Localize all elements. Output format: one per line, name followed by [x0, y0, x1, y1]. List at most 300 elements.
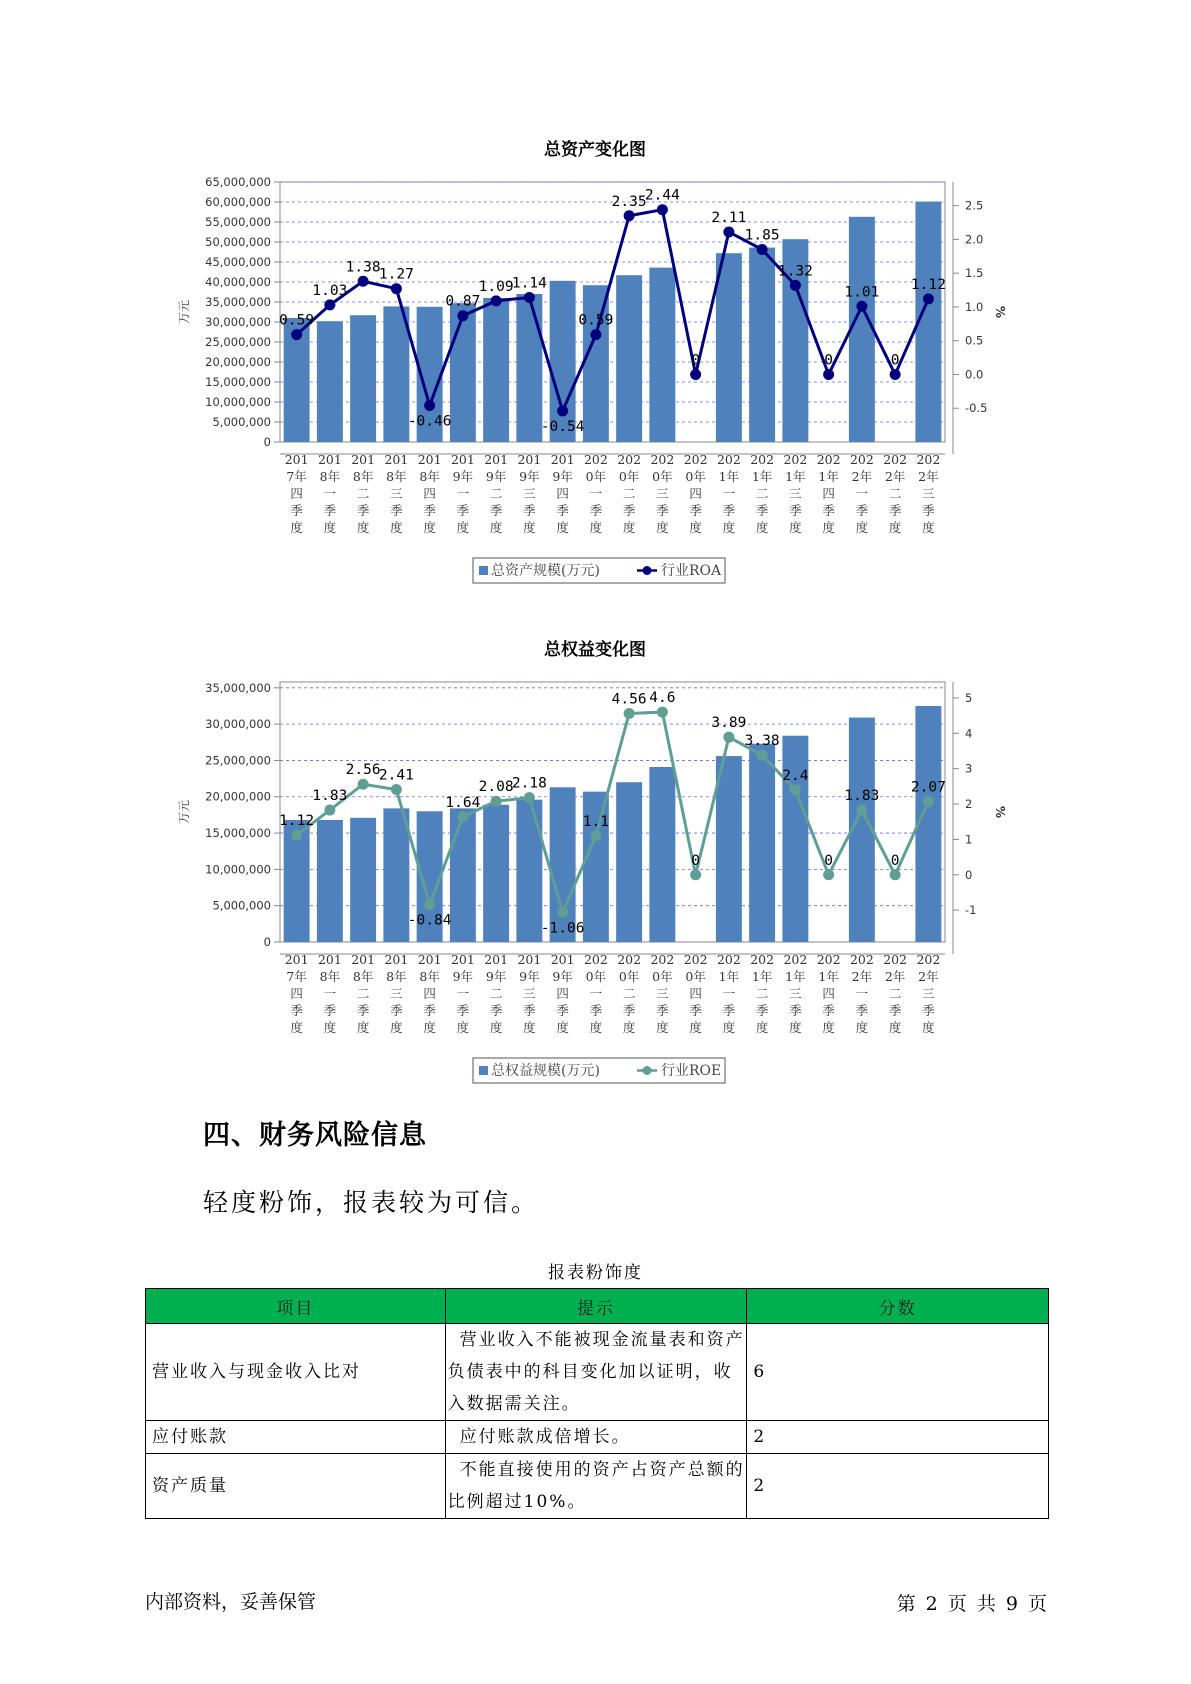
x-tick-label: 季: [456, 1003, 470, 1018]
x-tick-label: 季: [855, 503, 869, 518]
section-heading: 四、财务风险信息: [203, 1120, 427, 1151]
x-tick-label: 季: [390, 1003, 403, 1018]
bar: [782, 736, 808, 942]
table-row: [146, 1454, 1049, 1519]
x-tick-label: 1年: [785, 969, 806, 984]
line-data-label: 2.35: [611, 193, 647, 210]
x-tick-label: 度: [523, 1020, 536, 1035]
bar: [317, 321, 343, 442]
x-tick-label: 季: [356, 503, 370, 518]
x-tick-label: 度: [589, 520, 603, 535]
y-left-tick-label: 0: [263, 935, 271, 949]
x-tick-label: 一: [323, 986, 337, 1001]
x-tick-label: 度: [855, 1020, 869, 1035]
legend-bar-swatch: [479, 1066, 488, 1075]
line-point: [358, 276, 369, 287]
x-tick-label: 202: [816, 452, 841, 467]
y-left-tick-label: 10,000,000: [205, 862, 271, 877]
x-tick-label: 一: [855, 486, 869, 501]
x-tick-label: 一: [589, 986, 603, 1001]
x-tick-label: 一: [855, 986, 869, 1001]
x-tick-label: 季: [456, 503, 470, 518]
x-tick-label: 0年: [652, 969, 673, 984]
x-tick-label: 季: [423, 503, 436, 518]
x-tick-label: 三: [789, 986, 802, 1001]
y-left-axis-label: 万元: [177, 799, 191, 825]
x-tick-label: 度: [622, 520, 636, 535]
x-tick-label: 季: [589, 503, 603, 518]
x-tick-label: 一: [589, 486, 603, 501]
x-tick-label: 度: [722, 1020, 736, 1035]
x-tick-label: 度: [390, 520, 403, 535]
bar: [583, 285, 609, 442]
x-tick-label: 三: [922, 986, 935, 1001]
line-point: [524, 792, 535, 803]
bar: [516, 294, 542, 442]
x-tick-label: 四: [822, 986, 835, 1001]
x-tick-label: 季: [755, 503, 769, 518]
x-tick-label: 202: [716, 452, 741, 467]
table-cell-item: 营业收入与现金收入比对: [146, 1324, 446, 1421]
bar: [317, 820, 343, 942]
line-point: [890, 869, 901, 880]
table-cell-hint: 营业收入不能被现金流量表和资产负债表中的科目变化加以证明，收入数据需关注。: [445, 1324, 747, 1421]
x-tick-label: 9年: [519, 469, 540, 484]
x-tick-label: 度: [822, 520, 835, 535]
line-point: [856, 805, 867, 816]
x-tick-label: 三: [390, 986, 403, 1001]
section-text: 轻度粉饰，报表较为可信。: [203, 1188, 540, 1217]
x-tick-label: 三: [922, 486, 935, 501]
y-right-tick-label: 2: [965, 797, 973, 812]
x-tick-label: 季: [789, 503, 802, 518]
line-data-label: 4.56: [611, 691, 647, 708]
line-point: [790, 784, 801, 795]
x-tick-label: 季: [822, 503, 835, 518]
line-point: [690, 869, 701, 880]
x-tick-label: 202: [683, 952, 708, 967]
table-cell-score: 2: [747, 1421, 1049, 1454]
x-tick-label: 度: [888, 520, 902, 535]
x-tick-label: 1年: [751, 469, 773, 484]
y-left-tick-label: 25,000,000: [205, 335, 271, 349]
line-data-label: 2.08: [478, 779, 514, 796]
bar: [350, 818, 376, 942]
bar: [450, 808, 476, 942]
x-tick-label: 8年: [386, 969, 407, 984]
x-tick-label: 2年: [851, 969, 873, 984]
y-right-tick-label: 1.5: [965, 266, 984, 281]
y-left-tick-label: 45,000,000: [205, 255, 271, 269]
x-tick-label: 一: [323, 486, 337, 501]
bar: [550, 787, 576, 942]
x-tick-label: 201: [517, 952, 542, 967]
bar: [383, 306, 409, 442]
y-right-tick-label: -1: [965, 903, 977, 918]
x-tick-label: 7年: [286, 969, 307, 984]
x-tick-label: 202: [583, 452, 608, 467]
line-point: [690, 369, 701, 380]
line-data-label: 3.89: [711, 715, 747, 732]
table-header-score: 分数: [747, 1289, 1049, 1324]
x-tick-label: 季: [556, 503, 569, 518]
legend-bar-swatch: [479, 566, 488, 575]
x-tick-label: 201: [517, 452, 542, 467]
x-tick-label: 季: [656, 1003, 669, 1018]
x-tick-label: 季: [888, 503, 902, 518]
x-tick-label: 202: [683, 452, 708, 467]
x-tick-label: 三: [789, 486, 802, 501]
x-tick-label: 202: [849, 452, 874, 467]
x-tick-label: 一: [722, 986, 736, 1001]
x-tick-label: 三: [656, 486, 669, 501]
x-tick-label: 季: [922, 503, 935, 518]
x-tick-label: 201: [351, 452, 376, 467]
line-point: [424, 899, 435, 910]
line-point: [757, 244, 768, 255]
x-tick-label: 四: [556, 486, 569, 501]
x-tick-label: 季: [589, 1003, 603, 1018]
x-tick-label: 季: [323, 503, 337, 518]
x-tick-label: 季: [556, 1003, 569, 1018]
x-tick-label: 202: [916, 952, 941, 967]
x-tick-label: 度: [390, 1020, 403, 1035]
line-data-label: 1.83: [312, 788, 348, 805]
x-tick-label: 四: [290, 986, 303, 1001]
line-point: [723, 732, 734, 743]
x-tick-label: 度: [290, 520, 303, 535]
x-tick-label: 0年: [618, 469, 640, 484]
x-tick-label: 度: [789, 520, 802, 535]
total-equity-chart-svg: [0, 630, 1191, 1100]
line-data-label: 0.59: [279, 312, 315, 329]
y-left-tick-label: 20,000,000: [205, 789, 271, 804]
line-data-label: 3.38: [744, 733, 780, 750]
x-tick-label: 201: [484, 452, 509, 467]
line-data-label: 2.11: [711, 209, 747, 226]
x-tick-label: 二: [489, 486, 503, 501]
line-point: [391, 784, 402, 795]
bar: [516, 800, 542, 942]
x-tick-label: 季: [489, 503, 503, 518]
x-tick-label: 8年: [352, 969, 374, 984]
y-left-tick-label: 60,000,000: [205, 195, 271, 209]
line-data-label: 1.83: [844, 788, 880, 805]
x-tick-label: 202: [849, 952, 874, 967]
line-point: [491, 295, 502, 306]
bar: [716, 756, 742, 942]
table-row: [146, 1421, 1049, 1454]
x-tick-label: 201: [484, 952, 509, 967]
x-tick-label: 9年: [485, 969, 507, 984]
line-point: [557, 907, 568, 918]
line-point: [358, 779, 369, 790]
footer-page-number: 第 2 页 共 9 页: [896, 1593, 1049, 1615]
x-tick-label: 一: [456, 986, 470, 1001]
x-tick-label: 季: [390, 503, 403, 518]
chart-title: 总权益变化图: [544, 640, 646, 660]
x-tick-label: 度: [922, 520, 935, 535]
line-data-label: 1.09: [478, 278, 514, 295]
x-tick-label: 202: [716, 952, 741, 967]
y-right-tick-label: -0.5: [965, 401, 988, 416]
y-right-tick-label: 1.0: [965, 299, 984, 314]
x-tick-label: 201: [450, 952, 475, 967]
plot-area: [280, 682, 945, 942]
y-left-tick-label: 25,000,000: [205, 753, 271, 768]
y-left-tick-label: 35,000,000: [205, 295, 271, 309]
y-left-tick-label: 5,000,000: [212, 415, 271, 429]
x-tick-label: 8年: [319, 969, 341, 984]
line-point: [757, 750, 768, 761]
line-data-label: 0: [890, 852, 900, 869]
line-data-label: 2.07: [910, 779, 946, 796]
x-tick-label: 季: [922, 1003, 935, 1018]
line-point: [590, 830, 601, 841]
table-cell-score: 2: [747, 1454, 1049, 1519]
line-data-label: 1.03: [312, 282, 348, 299]
x-tick-label: 三: [523, 486, 536, 501]
x-tick-label: 202: [883, 952, 908, 967]
line-point: [923, 293, 934, 304]
bar: [749, 744, 775, 942]
line-point: [457, 811, 468, 822]
x-tick-label: 季: [523, 503, 536, 518]
y-right-tick-label: 0: [965, 867, 973, 882]
x-tick-label: 201: [550, 452, 575, 467]
x-tick-label: 二: [356, 486, 370, 501]
x-tick-label: 季: [822, 1003, 835, 1018]
x-tick-label: 四: [290, 486, 303, 501]
x-tick-label: 季: [290, 503, 303, 518]
line-data-label: 1.85: [744, 227, 780, 244]
x-tick-label: 201: [417, 452, 442, 467]
x-tick-label: 202: [816, 952, 841, 967]
x-tick-label: 202: [783, 952, 808, 967]
x-tick-label: 0年: [585, 969, 607, 984]
y-left-tick-label: 0: [263, 435, 271, 449]
line-data-label: 1.32: [777, 263, 813, 280]
x-tick-label: 1年: [785, 469, 806, 484]
y-left-tick-label: 30,000,000: [205, 717, 271, 732]
bar: [550, 281, 576, 442]
x-tick-label: 季: [789, 1003, 802, 1018]
x-tick-label: 8年: [419, 469, 440, 484]
x-tick-label: 季: [888, 1003, 902, 1018]
x-tick-label: 9年: [552, 969, 573, 984]
x-tick-label: 二: [888, 486, 902, 501]
x-tick-label: 201: [351, 952, 376, 967]
x-tick-label: 9年: [552, 469, 573, 484]
y-left-axis-label: 万元: [177, 299, 191, 325]
table-cell-hint: 应付账款成倍增长。: [445, 1421, 747, 1454]
bar: [749, 248, 775, 442]
y-left-tick-label: 50,000,000: [205, 235, 271, 249]
x-tick-label: 二: [755, 986, 769, 1001]
x-tick-label: 9年: [485, 469, 507, 484]
x-tick-label: 四: [689, 986, 702, 1001]
x-tick-label: 一: [722, 486, 736, 501]
x-tick-label: 一: [456, 486, 470, 501]
line-data-label: 2.41: [378, 767, 414, 784]
total-equity-chart: [0, 630, 1191, 1100]
x-tick-label: 1年: [751, 969, 773, 984]
line-data-label: 1.14: [511, 275, 547, 292]
table-cell-hint: 不能直接使用的资产占资产总额的比例超过10%。: [445, 1454, 747, 1519]
y-left-tick-label: 15,000,000: [205, 375, 271, 389]
x-tick-label: 度: [489, 1020, 503, 1035]
x-tick-label: 季: [523, 1003, 536, 1018]
legend-line-label: 行业ROE: [661, 1063, 722, 1079]
table-header-hint: 提示: [445, 1289, 747, 1324]
line-data-label: 1.1: [582, 813, 609, 830]
line-point: [890, 369, 901, 380]
x-tick-label: 8年: [419, 969, 440, 984]
table-header-item: 项目: [146, 1289, 446, 1324]
table-caption: 报表粉饰度: [548, 1263, 643, 1283]
x-tick-label: 度: [888, 1020, 902, 1035]
legend-bar-label: 总权益规模(万元): [491, 1063, 600, 1079]
x-tick-label: 0年: [585, 469, 607, 484]
line-point: [324, 805, 335, 816]
table-cell-item: 应付账款: [146, 1421, 446, 1454]
line-point: [324, 299, 335, 310]
y-left-tick-label: 40,000,000: [205, 275, 271, 289]
x-tick-label: 9年: [452, 969, 474, 984]
line-data-label: 1.27: [378, 266, 414, 283]
x-tick-label: 1年: [818, 969, 839, 984]
bar: [716, 253, 742, 442]
footer-confidential: 内部资料，妥善保管: [145, 1591, 317, 1613]
x-tick-label: 季: [855, 1003, 869, 1018]
y-left-tick-label: 55,000,000: [205, 215, 271, 229]
x-tick-label: 季: [755, 1003, 769, 1018]
y-left-tick-label: 15,000,000: [205, 826, 271, 841]
line-data-label: 2.18: [511, 775, 547, 792]
y-left-tick-label: 35,000,000: [205, 680, 271, 695]
x-tick-label: 度: [789, 1020, 802, 1035]
y-right-axis-label: %: [993, 305, 1007, 319]
x-tick-label: 度: [822, 1020, 835, 1035]
x-tick-label: 季: [489, 1003, 503, 1018]
x-tick-label: 四: [423, 986, 436, 1001]
line-point: [590, 329, 601, 340]
x-tick-label: 度: [622, 1020, 636, 1035]
x-tick-label: 三: [390, 486, 403, 501]
x-tick-label: 202: [650, 952, 675, 967]
legend-bar-label: 总资产规模(万元): [491, 563, 600, 579]
line-data-label: -0.84: [407, 912, 452, 929]
bar: [649, 268, 675, 442]
x-tick-label: 1年: [718, 969, 740, 984]
line-data-label: 0: [691, 852, 700, 869]
x-tick-label: 季: [656, 503, 669, 518]
x-tick-label: 季: [356, 1003, 370, 1018]
line-point: [657, 204, 668, 215]
bar: [483, 298, 509, 442]
x-tick-label: 度: [755, 1020, 769, 1035]
line-point: [823, 369, 834, 380]
x-tick-label: 度: [456, 1020, 470, 1035]
x-tick-label: 202: [750, 452, 775, 467]
x-tick-label: 201: [317, 952, 342, 967]
x-tick-label: 201: [384, 452, 409, 467]
x-tick-label: 三: [523, 986, 536, 1001]
y-right-tick-label: 1: [965, 832, 973, 847]
x-tick-label: 度: [323, 520, 337, 535]
x-tick-label: 季: [423, 1003, 436, 1018]
x-tick-label: 9年: [452, 469, 474, 484]
line-point: [424, 400, 435, 411]
x-tick-label: 202: [883, 452, 908, 467]
line-point: [790, 280, 801, 291]
x-tick-label: 度: [356, 1020, 370, 1035]
line-data-label: 0: [890, 352, 900, 369]
x-tick-label: 二: [489, 986, 503, 1001]
x-tick-label: 201: [284, 452, 309, 467]
bar: [383, 808, 409, 942]
x-tick-label: 度: [855, 520, 869, 535]
x-tick-label: 季: [290, 1003, 303, 1018]
line-data-label: 1.64: [445, 794, 481, 811]
bar: [450, 303, 476, 442]
x-tick-label: 201: [317, 452, 342, 467]
x-tick-label: 201: [450, 452, 475, 467]
total-assets-chart: [0, 130, 1191, 600]
line-point: [457, 310, 468, 321]
x-tick-label: 季: [722, 503, 736, 518]
x-tick-label: 度: [456, 520, 470, 535]
chart-title: 总资产变化图: [544, 140, 646, 160]
y-right-tick-label: 3: [965, 761, 973, 776]
line-data-label: -1.06: [540, 920, 585, 937]
line-point: [723, 226, 734, 237]
y-left-tick-label: 5,000,000: [212, 898, 271, 913]
line-data-label: 1.38: [345, 259, 381, 276]
line-data-label: 0: [824, 352, 833, 369]
x-tick-label: 8年: [386, 469, 407, 484]
line-point: [856, 301, 867, 312]
x-tick-label: 2年: [884, 969, 906, 984]
line-data-label: 2.44: [644, 187, 680, 204]
x-tick-label: 四: [822, 486, 835, 501]
line-data-label: 0: [824, 852, 833, 869]
x-tick-label: 季: [622, 503, 636, 518]
y-left-tick-label: 65,000,000: [205, 175, 271, 189]
line-data-label: 1.01: [844, 284, 880, 301]
y-right-axis-label: %: [993, 805, 1007, 819]
x-tick-label: 1年: [718, 469, 740, 484]
x-tick-label: 四: [556, 986, 569, 1001]
x-tick-label: 2年: [918, 969, 939, 984]
total-assets-chart-svg: [0, 130, 1191, 600]
x-tick-label: 二: [356, 986, 370, 1001]
table-row: [146, 1324, 1049, 1421]
x-tick-label: 202: [617, 952, 642, 967]
x-tick-label: 201: [384, 952, 409, 967]
x-tick-label: 季: [323, 1003, 337, 1018]
x-tick-label: 201: [550, 952, 575, 967]
x-tick-label: 度: [722, 520, 736, 535]
bar: [616, 782, 642, 942]
line-point: [557, 405, 568, 416]
line-data-label: 4.6: [649, 690, 676, 707]
line-point: [624, 708, 635, 719]
x-tick-label: 202: [916, 452, 941, 467]
y-right-tick-label: 0.5: [965, 333, 984, 348]
line-point: [391, 283, 402, 294]
line-point: [823, 869, 834, 880]
